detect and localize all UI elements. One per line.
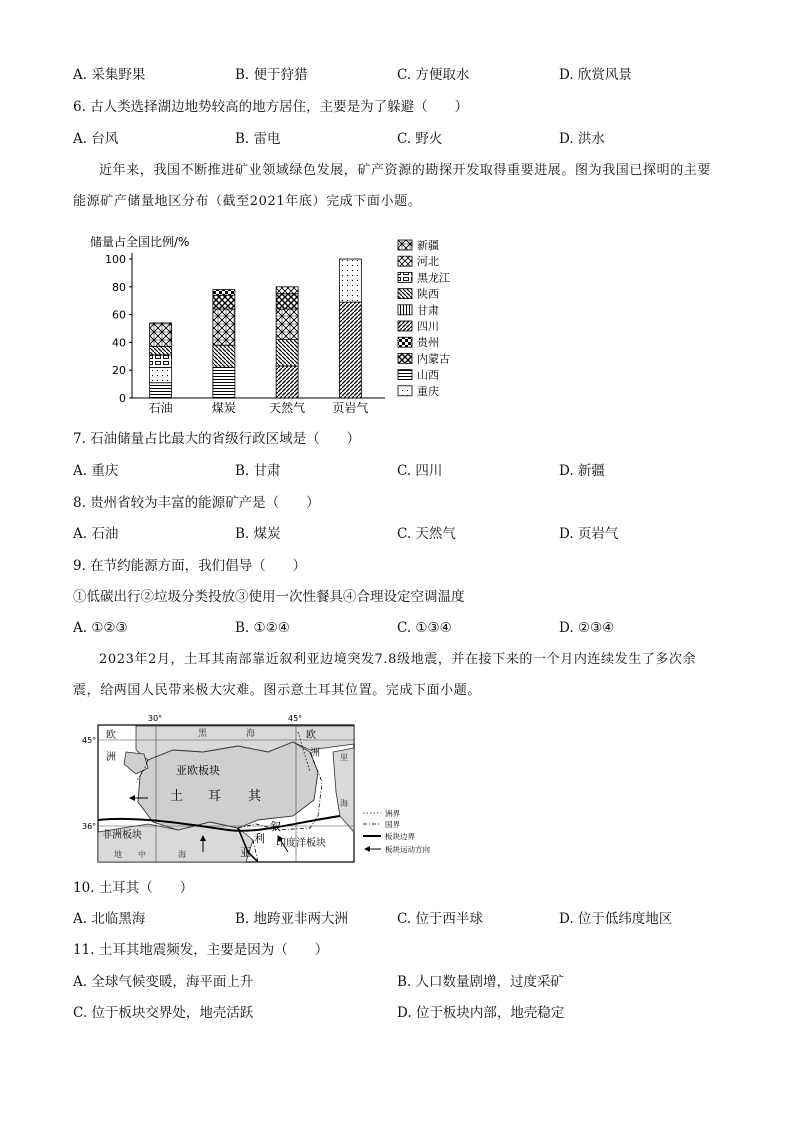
q6-option-a: A. 台风 bbox=[73, 131, 119, 147]
chart-y-axis-label: 储量占全国比例/% bbox=[90, 235, 190, 249]
chart-bar-segment bbox=[213, 295, 235, 309]
svg-text:里: 里 bbox=[340, 753, 348, 762]
svg-text:洲: 洲 bbox=[106, 752, 116, 763]
legend-label: 陕西 bbox=[417, 287, 439, 301]
q7-option-c: C. 四川 bbox=[397, 463, 443, 479]
chart-bar-segment bbox=[276, 340, 298, 366]
legend-swatch bbox=[398, 305, 412, 315]
chart-y-tick-label: 20 bbox=[112, 364, 126, 378]
svg-text:黑: 黑 bbox=[198, 729, 208, 739]
legend-swatch bbox=[398, 370, 412, 380]
svg-text:中: 中 bbox=[138, 850, 146, 859]
q10-option-d: D. 位于低纬度地区 bbox=[559, 911, 673, 927]
q5-option-c: C. 方便取水 bbox=[397, 67, 470, 83]
svg-text:其: 其 bbox=[248, 789, 262, 804]
q10-option-b: B. 地跨亚非两大洲 bbox=[235, 911, 349, 927]
q11-option-a: A. 全球气候变暖，海平面上升 bbox=[73, 974, 254, 990]
chart-x-tick-label: 石油 bbox=[148, 401, 173, 415]
chart-x-tick-label: 页岩气 bbox=[332, 401, 369, 415]
svg-text:国界: 国界 bbox=[385, 820, 400, 829]
q8-option-b: B. 煤炭 bbox=[235, 526, 281, 542]
chart-bar-segment bbox=[150, 367, 172, 382]
q9-option-d: D. ②③④ bbox=[559, 620, 615, 636]
q6-option-c: C. 野火 bbox=[397, 131, 443, 147]
svg-text:欧: 欧 bbox=[306, 730, 316, 741]
chart-bar-segment bbox=[213, 345, 235, 367]
svg-text:海: 海 bbox=[246, 729, 256, 739]
map-legend bbox=[363, 808, 430, 854]
q11-option-b: B. 人口数量剧增，过度采矿 bbox=[397, 974, 565, 990]
q9-option-a: A. ①②③ bbox=[73, 620, 128, 636]
svg-text:海: 海 bbox=[178, 850, 186, 859]
chart-bar-segment bbox=[150, 383, 172, 398]
q9-sub-items: ①低碳出行②垃圾分类投放③使用一次性餐具④合理设定空调温度 bbox=[73, 589, 465, 605]
intro-turkey-paragraph: 2023年2月，土耳其南部靠近叙利亚边境突发7.8级地震，并在接下来的一个月内连续发生了多次余震，给两国人民带来极大灾难。图示意土耳其位置。完成下面小题。 bbox=[73, 652, 697, 698]
q8-option-a: A. 石油 bbox=[73, 526, 119, 542]
intro-energy-paragraph: 近年来，我国不断推进矿业领域绿色发展，矿产资源的勘探开发取得重要进展。图为我国已探明的主要能源矿产储量地区分布（截至2021年底）完成下面小题。 bbox=[73, 163, 712, 209]
q7-option-a: A. 重庆 bbox=[73, 463, 119, 479]
indian-plate-label: 印度洋板块 bbox=[276, 838, 326, 849]
chart-x-tick-label: 煤炭 bbox=[211, 401, 236, 415]
svg-text:叙: 叙 bbox=[270, 820, 281, 833]
q9-option-b: B. ①②④ bbox=[235, 620, 290, 636]
legend-swatch bbox=[398, 386, 412, 396]
lon-label-30: 30° bbox=[148, 714, 163, 723]
chart-y-tick-label: 100 bbox=[105, 253, 126, 266]
q6-option-b: B. 雷电 bbox=[235, 131, 281, 147]
legend-swatch bbox=[398, 272, 412, 282]
q5-option-b: B. 便于狩猎 bbox=[235, 67, 308, 83]
svg-text:海: 海 bbox=[340, 799, 348, 808]
legend-swatch bbox=[398, 337, 412, 347]
chart-bar-segment bbox=[213, 367, 235, 398]
africa-plate-label: 非洲板块 bbox=[102, 830, 142, 841]
svg-text:耳: 耳 bbox=[208, 789, 222, 804]
chart-bar-segment bbox=[150, 347, 172, 355]
q8-option-d: D. 页岩气 bbox=[559, 526, 619, 542]
chart-bar-segment bbox=[213, 290, 235, 296]
legend-label: 贵州 bbox=[417, 336, 439, 350]
q9-option-c: C. ①③④ bbox=[397, 620, 452, 636]
legend-label: 重庆 bbox=[417, 384, 439, 398]
chart-bar-segment bbox=[276, 294, 298, 309]
chart-y-tick-label: 40 bbox=[112, 336, 126, 350]
q5-option-d: D. 欣赏风景 bbox=[559, 67, 632, 83]
svg-text:地: 地 bbox=[114, 850, 122, 859]
q6-stem: 6. 古人类选择湖边地势较高的地方居住，主要是为了躲避（ ） bbox=[73, 99, 469, 115]
chart-y-tick-label: 60 bbox=[112, 308, 126, 322]
svg-text:欧: 欧 bbox=[106, 730, 116, 741]
legend-label: 山西 bbox=[417, 368, 439, 382]
legend-label: 黑龙江 bbox=[417, 271, 450, 285]
chart-bar-segment bbox=[339, 259, 361, 302]
q11-option-d: D. 位于板块内部，地壳稳定 bbox=[397, 1005, 565, 1021]
chart-bar-segment bbox=[150, 355, 172, 368]
chart-x-tick-label: 天然气 bbox=[269, 401, 306, 415]
q7-stem: 7. 石油储量占比最大的省级行政区域是（ ） bbox=[73, 431, 361, 447]
q8-stem: 8. 贵州省较为丰富的能源矿产是（ ） bbox=[73, 495, 320, 511]
q10-option-c: C. 位于西半球 bbox=[397, 911, 483, 927]
legend-label: 四川 bbox=[417, 320, 439, 333]
legend-swatch bbox=[398, 240, 412, 250]
legend-swatch bbox=[398, 353, 412, 363]
svg-text:亚: 亚 bbox=[240, 846, 251, 859]
q10-option-a: A. 北临黑海 bbox=[73, 911, 146, 927]
q5-option-a: A. 采集野果 bbox=[73, 67, 146, 83]
legend-swatch bbox=[398, 289, 412, 299]
q7-option-d: D. 新疆 bbox=[559, 463, 605, 479]
svg-text:利: 利 bbox=[254, 832, 265, 845]
lon-label-45: 45° bbox=[288, 714, 303, 723]
q11-option-c: C. 位于板块交界处，地壳活跃 bbox=[73, 1005, 254, 1021]
svg-text:板块边界: 板块边界 bbox=[385, 832, 415, 841]
legend-label: 河北 bbox=[417, 255, 439, 269]
q10-stem: 10. 土耳其（ ） bbox=[73, 880, 194, 896]
q9-stem: 9. 在节约能源方面，我们倡导（ ） bbox=[73, 558, 307, 574]
lat-label-45: 45° bbox=[82, 736, 97, 745]
q8-option-c: C. 天然气 bbox=[397, 526, 456, 542]
svg-text:板块运动方向: 板块运动方向 bbox=[385, 845, 430, 854]
legend-label: 内蒙古 bbox=[417, 352, 450, 366]
legend-label: 甘肃 bbox=[417, 303, 439, 317]
legend-swatch bbox=[398, 256, 412, 266]
eurasia-plate-label: 亚欧板块 bbox=[176, 764, 220, 777]
legend-swatch bbox=[398, 321, 412, 331]
chart-bar-segment bbox=[339, 302, 361, 398]
chart-bar-segment bbox=[276, 287, 298, 294]
chart-y-tick-label: 80 bbox=[112, 280, 126, 294]
legend-label: 新疆 bbox=[417, 239, 439, 252]
chart-bar-segment bbox=[150, 323, 172, 347]
q6-option-d: D. 洪水 bbox=[559, 131, 605, 147]
svg-text:土: 土 bbox=[170, 789, 184, 804]
chart-bar-segment bbox=[213, 309, 235, 345]
chart-bar-segment bbox=[276, 366, 298, 398]
svg-text:洲界: 洲界 bbox=[385, 809, 400, 818]
lat-label-36: 36° bbox=[82, 822, 97, 831]
svg-text:洲: 洲 bbox=[310, 748, 320, 759]
energy-reserve-chart bbox=[90, 228, 470, 418]
q11-stem: 11. 土耳其地震频发，主要是因为（ ） bbox=[73, 942, 329, 958]
turkey-location-map bbox=[78, 712, 458, 872]
chart-y-tick-label: 0 bbox=[119, 392, 126, 405]
chart-bar-segment bbox=[276, 309, 298, 340]
q7-option-b: B. 甘肃 bbox=[235, 463, 281, 479]
